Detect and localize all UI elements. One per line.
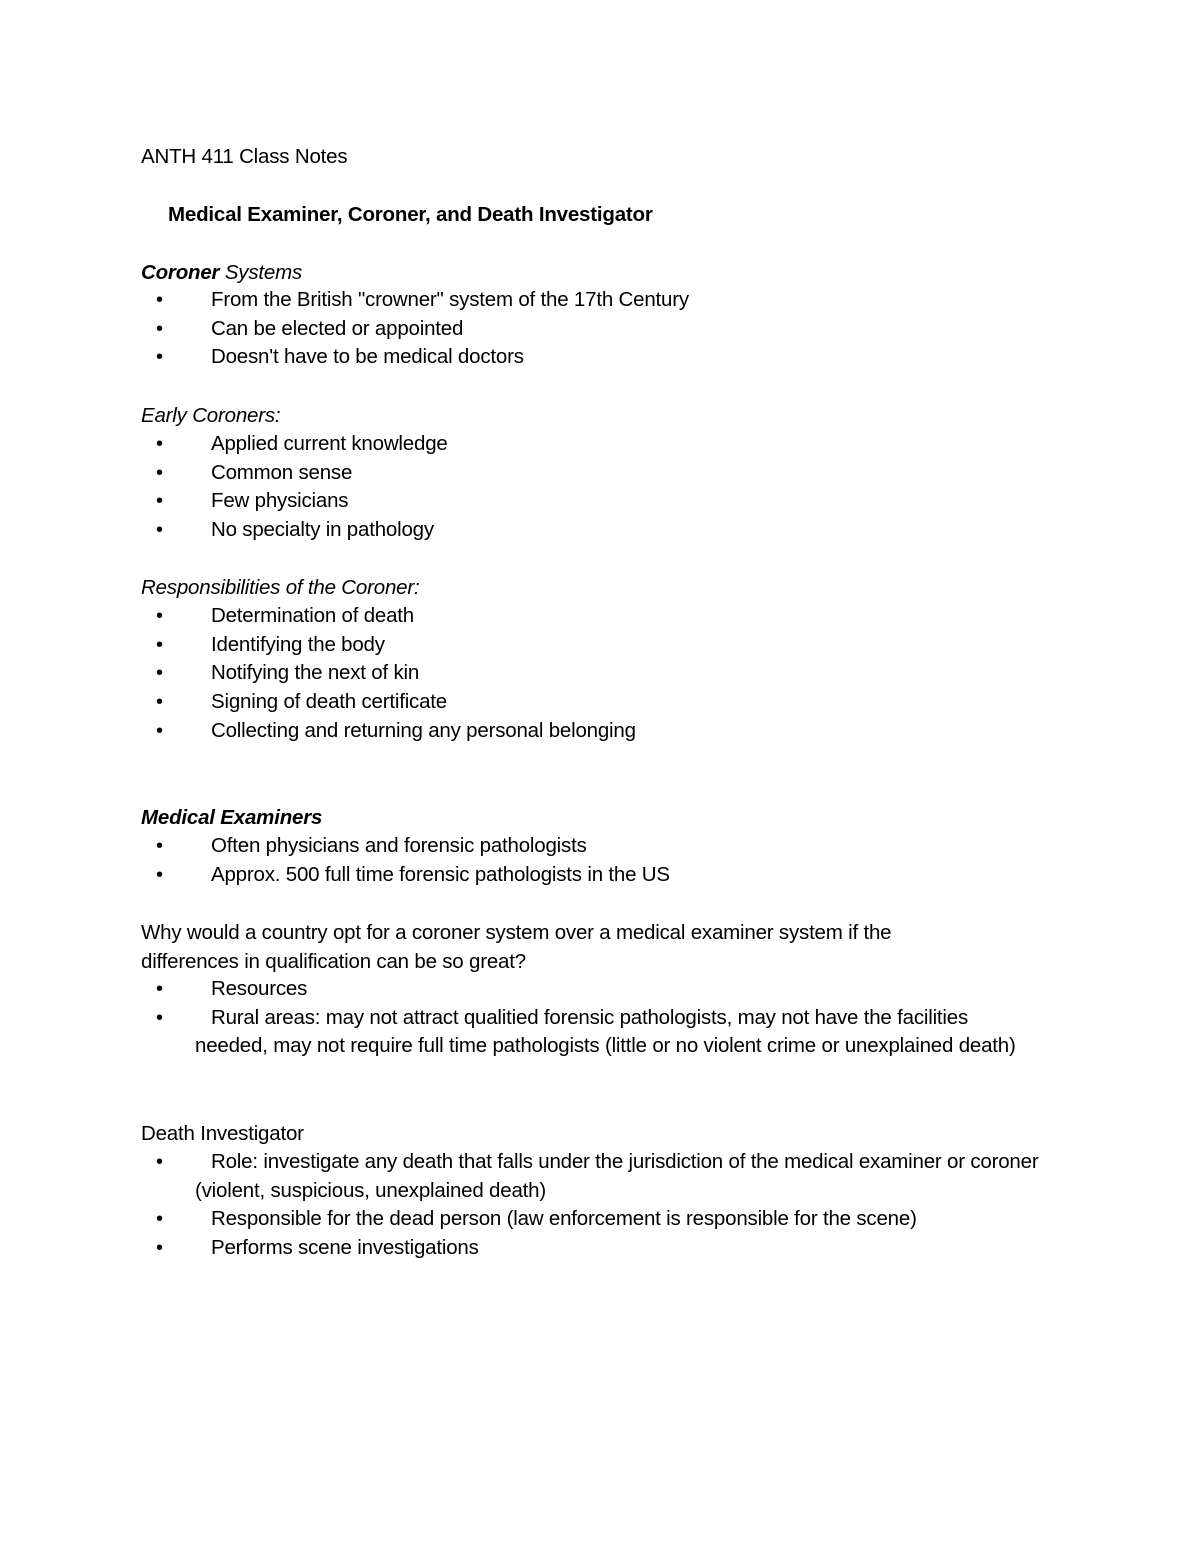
death-investigator-list: [141, 1148, 1040, 1263]
bullet-icon: •: [156, 605, 163, 627]
bullet-icon: •: [156, 835, 163, 857]
bullet-icon: •: [156, 1151, 163, 1173]
bullet-icon: •: [156, 317, 163, 340]
coroner-systems-heading: [141, 258, 302, 287]
question-line-2: differences in qualification can be so great?: [141, 950, 526, 973]
early-coroners-heading: Early Coroners:: [141, 404, 281, 427]
list-item: • Role: investigate any death that falls under the jurisdiction of the medical examiner or coroner (violent, suspicious, unexplained death): [156, 1150, 1039, 1202]
bullet-icon: •: [156, 346, 163, 369]
list-item: • Performs scene investigations: [141, 1234, 1040, 1263]
list-item: • Common sense: [141, 459, 448, 488]
list-item: • No specialty in pathology: [141, 516, 448, 545]
list-item: • Resources: [141, 975, 1040, 1004]
doc-title: ANTH 411 Class Notes: [141, 145, 348, 168]
bullet-icon: •: [156, 978, 163, 1000]
bullet-icon: •: [156, 490, 163, 513]
responsibilities-list: [141, 602, 636, 746]
list-item: • Responsible for the dead person (law enforcement is responsible for the scene): [141, 1205, 1040, 1234]
medical-examiners-heading: Medical Examiners: [141, 806, 323, 829]
list-item: • Rural areas: may not attract qualitied forensic pathologists, may not have the facilities needed, may not require full time pathologists (little or no violent crime or unexplained death): [156, 1005, 1016, 1058]
question-list: [141, 975, 1040, 1061]
bullet-icon: •: [156, 1006, 163, 1029]
list-item: • Doesn't have to be medical doctors: [141, 343, 689, 372]
bullet-icon: •: [156, 633, 163, 656]
list-item: • Determination of death: [141, 602, 636, 631]
list-item: • Notifying the next of kin: [141, 659, 636, 688]
doc-subtitle: Medical Examiner, Coroner, and Death Investigator: [168, 203, 653, 226]
bullet-icon: •: [156, 863, 163, 886]
early-coroners-list: [141, 430, 448, 545]
list-item: • Collecting and returning any personal belonging: [141, 717, 636, 746]
bullet-icon: •: [156, 461, 163, 484]
bullet-icon: •: [156, 289, 163, 311]
list-item: • Can be elected or appointed: [141, 315, 689, 344]
bullet-icon: •: [156, 1237, 163, 1260]
responsibilities-heading: Responsibilities of the Coroner:: [141, 576, 420, 599]
bullet-icon: •: [156, 691, 163, 714]
list-item: • Applied current knowledge: [141, 430, 448, 459]
list-item: • Approx. 500 full time forensic pathologists in the US: [141, 861, 670, 890]
question-line-1: Why would a country opt for a coroner system over a medical examiner system if the: [141, 921, 892, 944]
coroner-systems-list: [141, 286, 689, 372]
list-item: • Often physicians and forensic pathologists: [141, 832, 670, 861]
coroner-systems-heading-bold: Coroner: [141, 261, 220, 284]
list-item: • Identifying the body: [141, 631, 636, 660]
bullet-icon: •: [156, 662, 163, 685]
death-investigator-heading: Death Investigator: [141, 1122, 304, 1145]
bullet-icon: •: [156, 719, 163, 742]
bullet-icon: •: [156, 519, 163, 542]
list-item: • Few physicians: [141, 487, 448, 516]
list-item: • Signing of death certificate: [141, 688, 636, 717]
medical-examiners-list: [141, 832, 670, 889]
list-item: • From the British "crowner" system of the 17th Century: [141, 286, 689, 315]
bullet-icon: •: [156, 433, 163, 455]
bullet-icon: •: [156, 1208, 163, 1231]
coroner-systems-heading-rest: Systems: [219, 261, 303, 284]
